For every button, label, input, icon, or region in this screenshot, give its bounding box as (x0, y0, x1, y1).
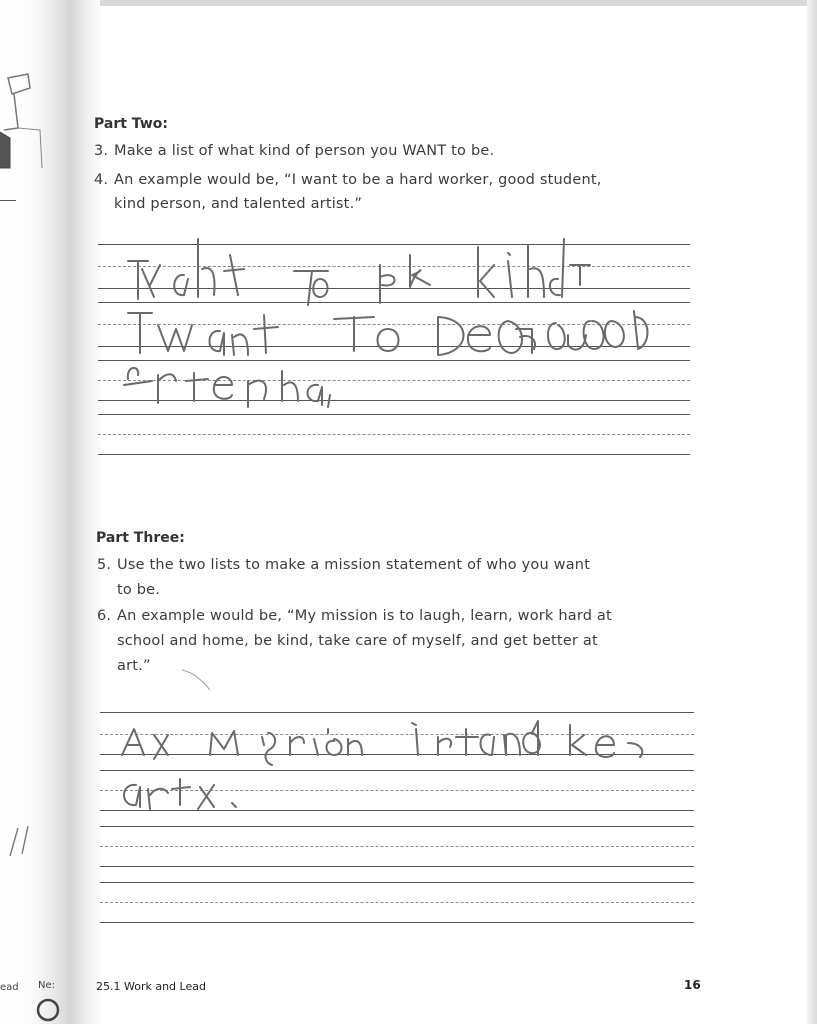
item-number: 5. (97, 557, 112, 573)
instruction-text: school and home, be kind, take care of myself, and get better at (117, 633, 598, 649)
dashed-guide-line (100, 902, 694, 903)
item-number: 4. (94, 172, 109, 188)
part-three-heading: Part Three: (96, 530, 185, 546)
previous-page-pencil-mark (0, 822, 40, 862)
instruction-text: An example would be, “I want to be a hard worker, good student, (114, 172, 602, 188)
item-number: 6. (97, 608, 112, 624)
instruction-text: Use the two lists to make a mission statement of who you want (117, 557, 591, 573)
page-number: 16 (684, 978, 701, 992)
instruction-item-5 (97, 553, 717, 603)
writing-line (100, 866, 694, 867)
dashed-guide-line (100, 846, 694, 847)
instruction-text: art.” (117, 658, 151, 674)
handwritten-answer-part-two (98, 225, 690, 415)
instruction-text: An example would be, “My mission is to laugh, learn, work hard at (117, 608, 612, 624)
part-two-heading: Part Two: (94, 116, 168, 132)
instruction-text: kind person, and talented artist.” (114, 196, 363, 212)
item-number: 3. (94, 143, 109, 159)
writing-line (100, 882, 694, 883)
previous-page-illustration (0, 68, 50, 178)
previous-page-line (0, 200, 16, 201)
writing-line (100, 922, 694, 923)
instruction-item-4 (94, 168, 714, 218)
previous-page-text-left: ead (0, 982, 19, 993)
stray-pencil-mark (178, 664, 218, 694)
instruction-text: to be. (117, 582, 161, 598)
writing-line (100, 826, 694, 827)
previous-page-logo-icon (32, 996, 60, 1024)
previous-page-text-right: Ne: (38, 980, 56, 991)
footer-title: 25.1 Work and Lead (96, 980, 206, 993)
instruction-text: Make a list of what kind of person you WANT to be. (114, 143, 495, 159)
writing-line (100, 712, 694, 713)
page-right-edge (807, 0, 817, 1024)
dashed-guide-line (98, 434, 690, 435)
instruction-item-3 (94, 139, 714, 164)
scan-top-edge (0, 0, 817, 6)
handwritten-answer-part-three (100, 715, 694, 815)
writing-line (98, 454, 690, 455)
